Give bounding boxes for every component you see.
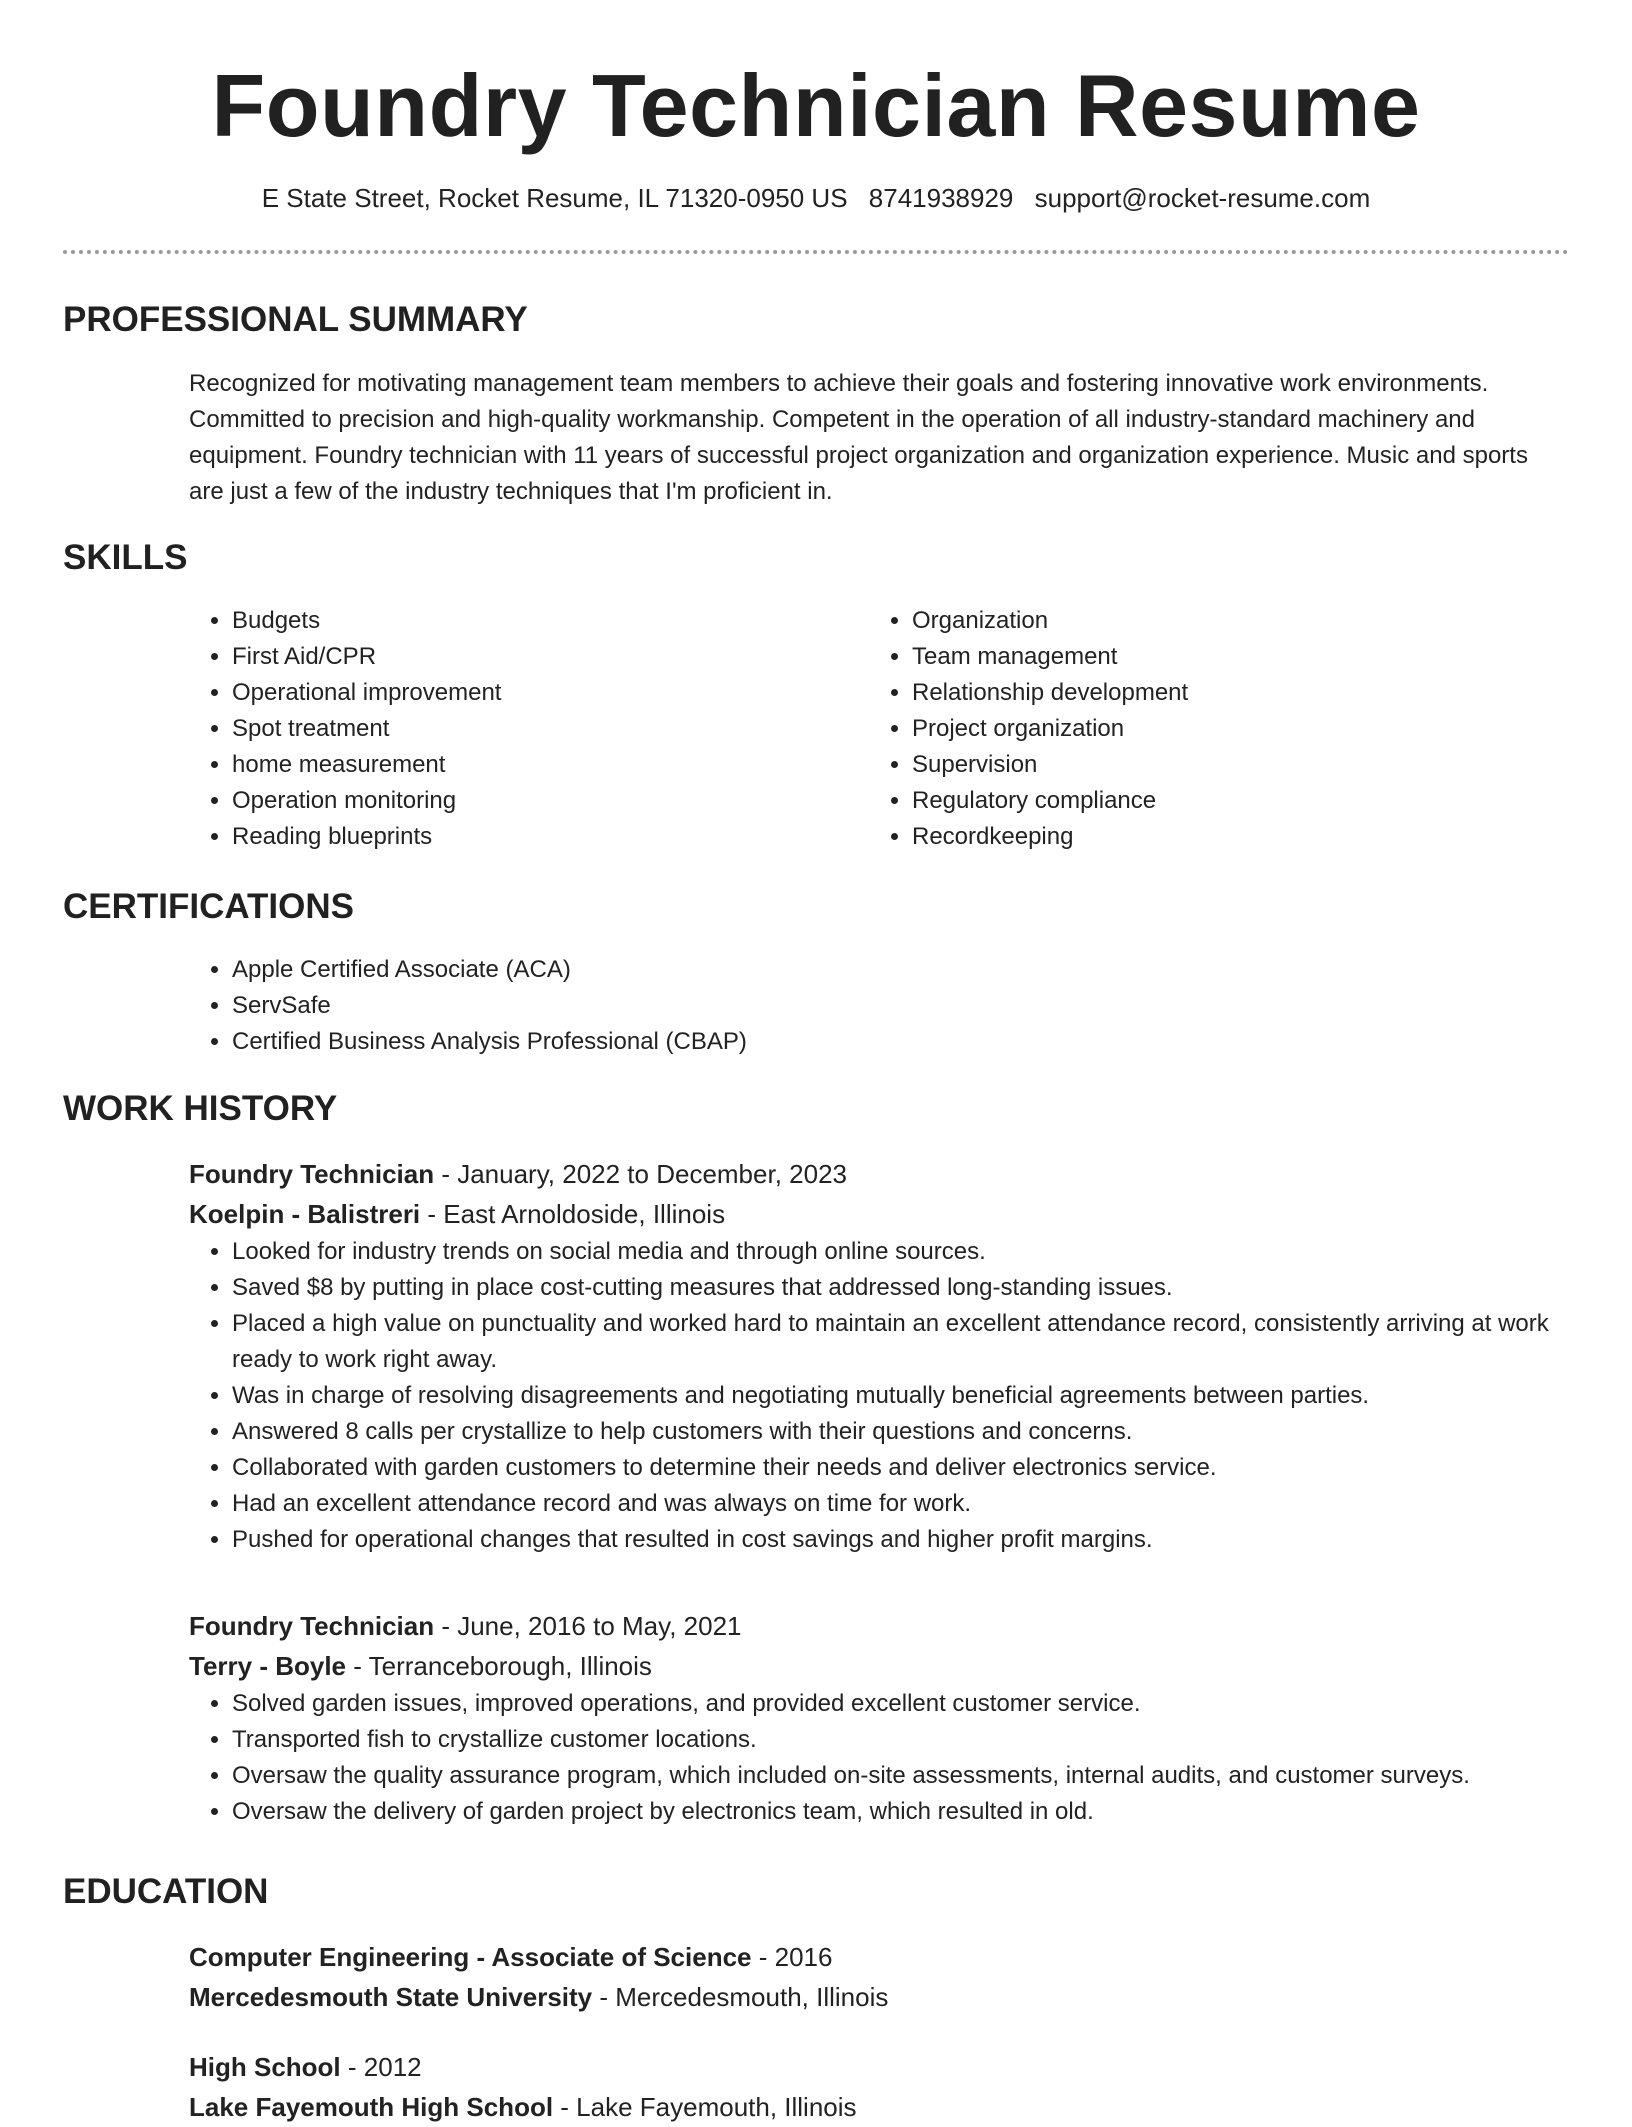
certification-item: • Apple Certified Associate (ACA): [232, 952, 1549, 988]
job-company: Koelpin - Balistreri: [189, 1199, 421, 1229]
education-heading: EDUCATION: [63, 1872, 269, 1911]
job-bullet: • Oversaw the quality assurance program, which included on-site assessments, internal audits, and customer surveys.: [232, 1758, 1549, 1794]
skills-list-left: [189, 603, 869, 855]
skill-item: • Relationship development: [912, 675, 1549, 711]
graduation-year: - 2012: [340, 2052, 422, 2082]
skill-item: • Operation monitoring: [232, 783, 869, 819]
school: Lake Fayemouth High School: [189, 2092, 554, 2122]
school: Mercedesmouth State University: [189, 1982, 593, 2012]
skill-item: • Regulatory compliance: [912, 783, 1549, 819]
job-bullet: • Collaborated with garden customers to determine their needs and deliver electronics service.: [232, 1450, 1549, 1486]
job-bullet: • Pushed for operational changes that resulted in cost savings and higher profit margins.: [232, 1522, 1549, 1558]
summary-heading: PROFESSIONAL SUMMARY: [63, 300, 528, 339]
education-entry: [189, 1937, 1549, 2017]
summary-block: [189, 366, 1549, 510]
job-bullet: • Looked for industry trends on social media and through online sources.: [232, 1234, 1549, 1270]
school-line: [189, 1977, 1549, 2017]
job-entry: [189, 1606, 1549, 1830]
job-company: Terry - Boyle: [189, 1651, 347, 1681]
job-bullet: • Saved $8 by putting in place cost-cutting measures that addressed long-standing issues.: [232, 1270, 1549, 1306]
job-bullets: [189, 1686, 1549, 1830]
job-bullet: • Oversaw the delivery of garden project by electronics team, which resulted in old.: [232, 1794, 1549, 1830]
skills-block: [189, 603, 1549, 855]
summary-text: Recognized for motivating management team members to achieve their goals and fostering innovative work environments. Committed to precision and high-quality workmanship. Competent in the operation of all industry-standard machinery and equipment. Foundry technician with 11 years of successful project organization and organization experience. Music and sports are just a few of the industry techniques that I'm proficient in.: [189, 370, 1528, 505]
skill-item: • Spot treatment: [232, 711, 869, 747]
certifications-list: [189, 952, 1549, 1060]
header-divider: [63, 250, 1569, 254]
job-location: - East Arnoldoside, Illinois: [420, 1199, 726, 1229]
degree: Computer Engineering - Associate of Science: [189, 1942, 752, 1972]
job-bullet: • Was in charge of resolving disagreements and negotiating mutually beneficial agreements between parties.: [232, 1378, 1549, 1414]
degree-line: [189, 2047, 1549, 2087]
job-title: Foundry Technician: [189, 1611, 435, 1641]
school-line: [189, 2087, 1549, 2127]
resume-title: Foundry Technician Resume: [211, 56, 1421, 155]
job-location: - Terranceborough, Illinois: [346, 1651, 652, 1681]
certification-item: • ServSafe: [232, 988, 1549, 1024]
skill-item: • Reading blueprints: [232, 819, 869, 855]
education-entry: [189, 2047, 1549, 2127]
school-location: - Lake Fayemouth, Illinois: [553, 2092, 857, 2122]
job-bullet: • Answered 8 calls per crystallize to help customers with their questions and concerns.: [232, 1414, 1549, 1450]
job-company-line: [189, 1194, 1549, 1234]
skill-item: • First Aid/CPR: [232, 639, 869, 675]
job-title-line: [189, 1154, 1549, 1194]
certification-item: • Certified Business Analysis Professional (CBAP): [232, 1024, 1549, 1060]
skill-item: • Recordkeeping: [912, 819, 1549, 855]
job-bullet: • Placed a high value on punctuality and worked hard to maintain an excellent attendance record, consistently arriving at work ready to work right away.: [232, 1306, 1549, 1378]
certifications-heading: CERTIFICATIONS: [63, 887, 355, 926]
job-bullet: • Solved garden issues, improved operations, and provided excellent customer service.: [232, 1686, 1549, 1722]
job-bullets: [189, 1234, 1549, 1558]
skill-item: • Team management: [912, 639, 1549, 675]
skill-item: • Organization: [912, 603, 1549, 639]
skills-list-right: [869, 603, 1549, 855]
skill-item: • home measurement: [232, 747, 869, 783]
job-entry: [189, 1154, 1549, 1558]
phone: 8741938929: [868, 183, 1014, 213]
job-dates: - June, 2016 to May, 2021: [434, 1611, 742, 1641]
contact-line: [0, 182, 1632, 214]
work-history-heading: WORK HISTORY: [63, 1089, 338, 1128]
skills-heading: SKILLS: [63, 538, 188, 577]
job-bullet: • Had an excellent attendance record and was always on time for work.: [232, 1486, 1549, 1522]
email: support@rocket-resume.com: [1034, 183, 1371, 213]
job-title-line: [189, 1606, 1549, 1646]
job-company-line: [189, 1646, 1549, 1686]
skill-item: • Supervision: [912, 747, 1549, 783]
school-location: - Mercedesmouth, Illinois: [592, 1982, 889, 2012]
job-dates: - January, 2022 to December, 2023: [434, 1159, 847, 1189]
degree-line: [189, 1937, 1549, 1977]
certifications-block: [189, 952, 1549, 1060]
job-title: Foundry Technician: [189, 1159, 435, 1189]
skill-item: • Budgets: [232, 603, 869, 639]
skill-item: • Operational improvement: [232, 675, 869, 711]
skill-item: • Project organization: [912, 711, 1549, 747]
address: E State Street, Rocket Resume, IL 71320-0950 US: [261, 183, 848, 213]
degree: High School: [189, 2052, 341, 2082]
graduation-year: - 2016: [751, 1942, 833, 1972]
job-bullet: • Transported fish to crystallize customer locations.: [232, 1722, 1549, 1758]
